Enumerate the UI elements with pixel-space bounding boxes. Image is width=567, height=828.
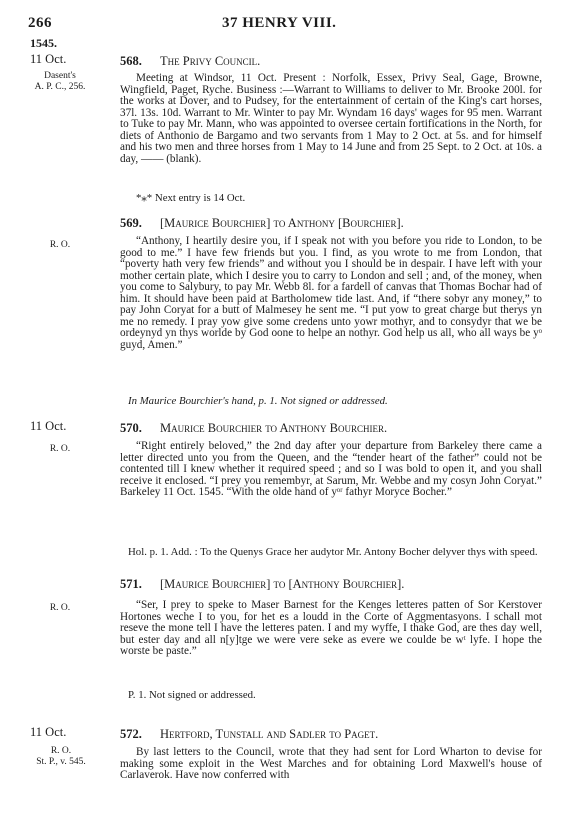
reference-line: R. O. [50, 746, 72, 756]
entry-570-date: 11 Oct. [30, 419, 67, 433]
entry-571-reference [40, 603, 80, 614]
entry-title: Hertford, Tunstall and Sadler to Paget. [160, 727, 379, 741]
year-label: 1545. [30, 36, 57, 50]
page-number: 266 [28, 15, 52, 31]
reference-line: R. O. [49, 603, 71, 613]
entry-568-text [120, 73, 542, 165]
entry-571-text [120, 600, 542, 658]
entry-569-note [128, 395, 540, 407]
entry-568-date: 11 Oct. [30, 52, 67, 66]
entry-570-text [120, 441, 542, 499]
entry-572-text [120, 747, 542, 782]
entry-paragraph: “Right entirely beloved,” the 2nd day after your departure from Barkeley there came a letter directed unto you from the Queen, and the “tender heart of the father” could not be contented till I knew whether it required speed ; and so I was bold to open it, and you shall receive it enclosed. “I prey you remembyr, at Sarum, Mr. Webbe and my cosyn John Coryat.” Barkeley 11 Oct. 1545. “With the olde hand of yᵒʳ fathyr Moryce Bocher.” [120, 440, 542, 499]
entry-570-note: Hol. p. 1. Add. : To the Quenys Grace her audytor Mr. Antony Bocher delyver thys with speed. [128, 546, 538, 558]
entry-paragraph: Meeting at Windsor, 11 Oct. Present : Norfolk, Essex, Privy Seal, Gage, Browne, Wingfield, Paget, Ryche. Business :—Warrant to Williams to deliver to Mr. Brooke 200l. for the works at Dover, and to Pudsey, for the entertainment of certain of the King's cart horses, 37l. 13s. 10d. Warrant to Mr. Winter to pay Mr. Wyndam 16 days' wages for 95 men. Warrant to Tuke to pay Mr. Mann, who was appointed to oversee certain fortifications in the North, for diets of Anthonio de Bargamo and two servants from 1 May to 2 Oct. at 5s. and for himself and his two men and three horses from 1 May to 14 June and from 25 Sept. to 2 Oct. at 10s. a day, —— (blank). [120, 72, 542, 165]
entry-paragraph: By last letters to the Council, wrote that they had sent for Lord Wharton to devise for making some exploit in the West Marches and for obtaining Lord Maxwell's house of Carlaverok. Have now conferred with [120, 746, 542, 782]
entry-569-text [120, 236, 542, 351]
reference-line: St. P., v. 545. [36, 757, 86, 767]
entry-569-reference [40, 240, 80, 251]
entry-number: 572. [120, 727, 142, 741]
reference-line: R. O. [49, 444, 71, 454]
note-text: In Maurice Bourchier's hand, p. 1. Not signed or addressed. [128, 395, 388, 407]
entry-paragraph: “Anthony, I heartily desire you, if I speak not with you before you ride to London, to be good to me.” I have few friends but you. I find, as you wrote to me from London, that “poverty hath very few friends” and without you I should be in despair. I have left with your mother certain plate, which I desire you to carry to London and sell ; and, of the money, when you come to Salybury, to pay Mr. Webb 8l. for a fardell of canvas that Thomas Bochar had of him. It should have been paid at Bartholomew tide last. And, if “there sobyr any money,” to pay John Coryat for a butt of Malmesey he sent me. “I put yow to great charge but therys yn me no remedy. I pray yow give some credens unto yowr mothyr, and to consydyr that we be ordeynyd yn thys worlde by God oone to helpe an nothyr. God help us all, who all ways be yᵒ guyd, Amen.” [120, 235, 542, 351]
entry-title: [Maurice Bourchier] to [Anthony Bourchier]. [160, 577, 405, 591]
entry-number: 571. [120, 577, 142, 591]
entry-number: 570. [120, 421, 142, 435]
entry-570-heading [120, 421, 387, 436]
running-title: 37 HENRY VIII. [222, 15, 337, 31]
reference-line: Dasent's [44, 71, 76, 81]
entry-571-note: P. 1. Not signed or addressed. [128, 689, 256, 701]
entry-number: 569. [120, 216, 142, 230]
entry-569-heading [120, 216, 404, 231]
entry-568-note: *⁎* Next entry is 14 Oct. [136, 192, 246, 204]
entry-568-reference [26, 71, 94, 93]
entry-572-heading [120, 727, 378, 742]
entry-number: 568. [120, 54, 142, 68]
entry-title: [Maurice Bourchier] to Anthony [Bourchier]. [160, 216, 404, 230]
entry-571-heading [120, 577, 404, 592]
reference-line: A. P. C., 256. [34, 82, 86, 92]
entry-570-reference [40, 444, 80, 455]
entry-paragraph: “Ser, I prey to speke to Maser Barnest for the Kenges letteres patten of Sor Kerstover Hortones weche I to you, for het es a loudd in the Corte of Aggmentasyons. I schall mot reseve the mone tell I have the letteres paten. I and my wyffe, I thake God, are thes day well, but ester day and all n[y]tge we were vere seke as evere we coulde be wᵗ lyfe. I hope the worste be paste.” [120, 599, 542, 658]
entry-568-heading [120, 54, 260, 69]
entry-572-reference [26, 746, 96, 768]
entry-title: The Privy Council. [160, 54, 261, 68]
entry-title: Maurice Bourchier to Anthony Bourchier. [160, 421, 388, 435]
entry-572-date: 11 Oct. [30, 725, 67, 739]
reference-line: R. O. [49, 240, 71, 250]
